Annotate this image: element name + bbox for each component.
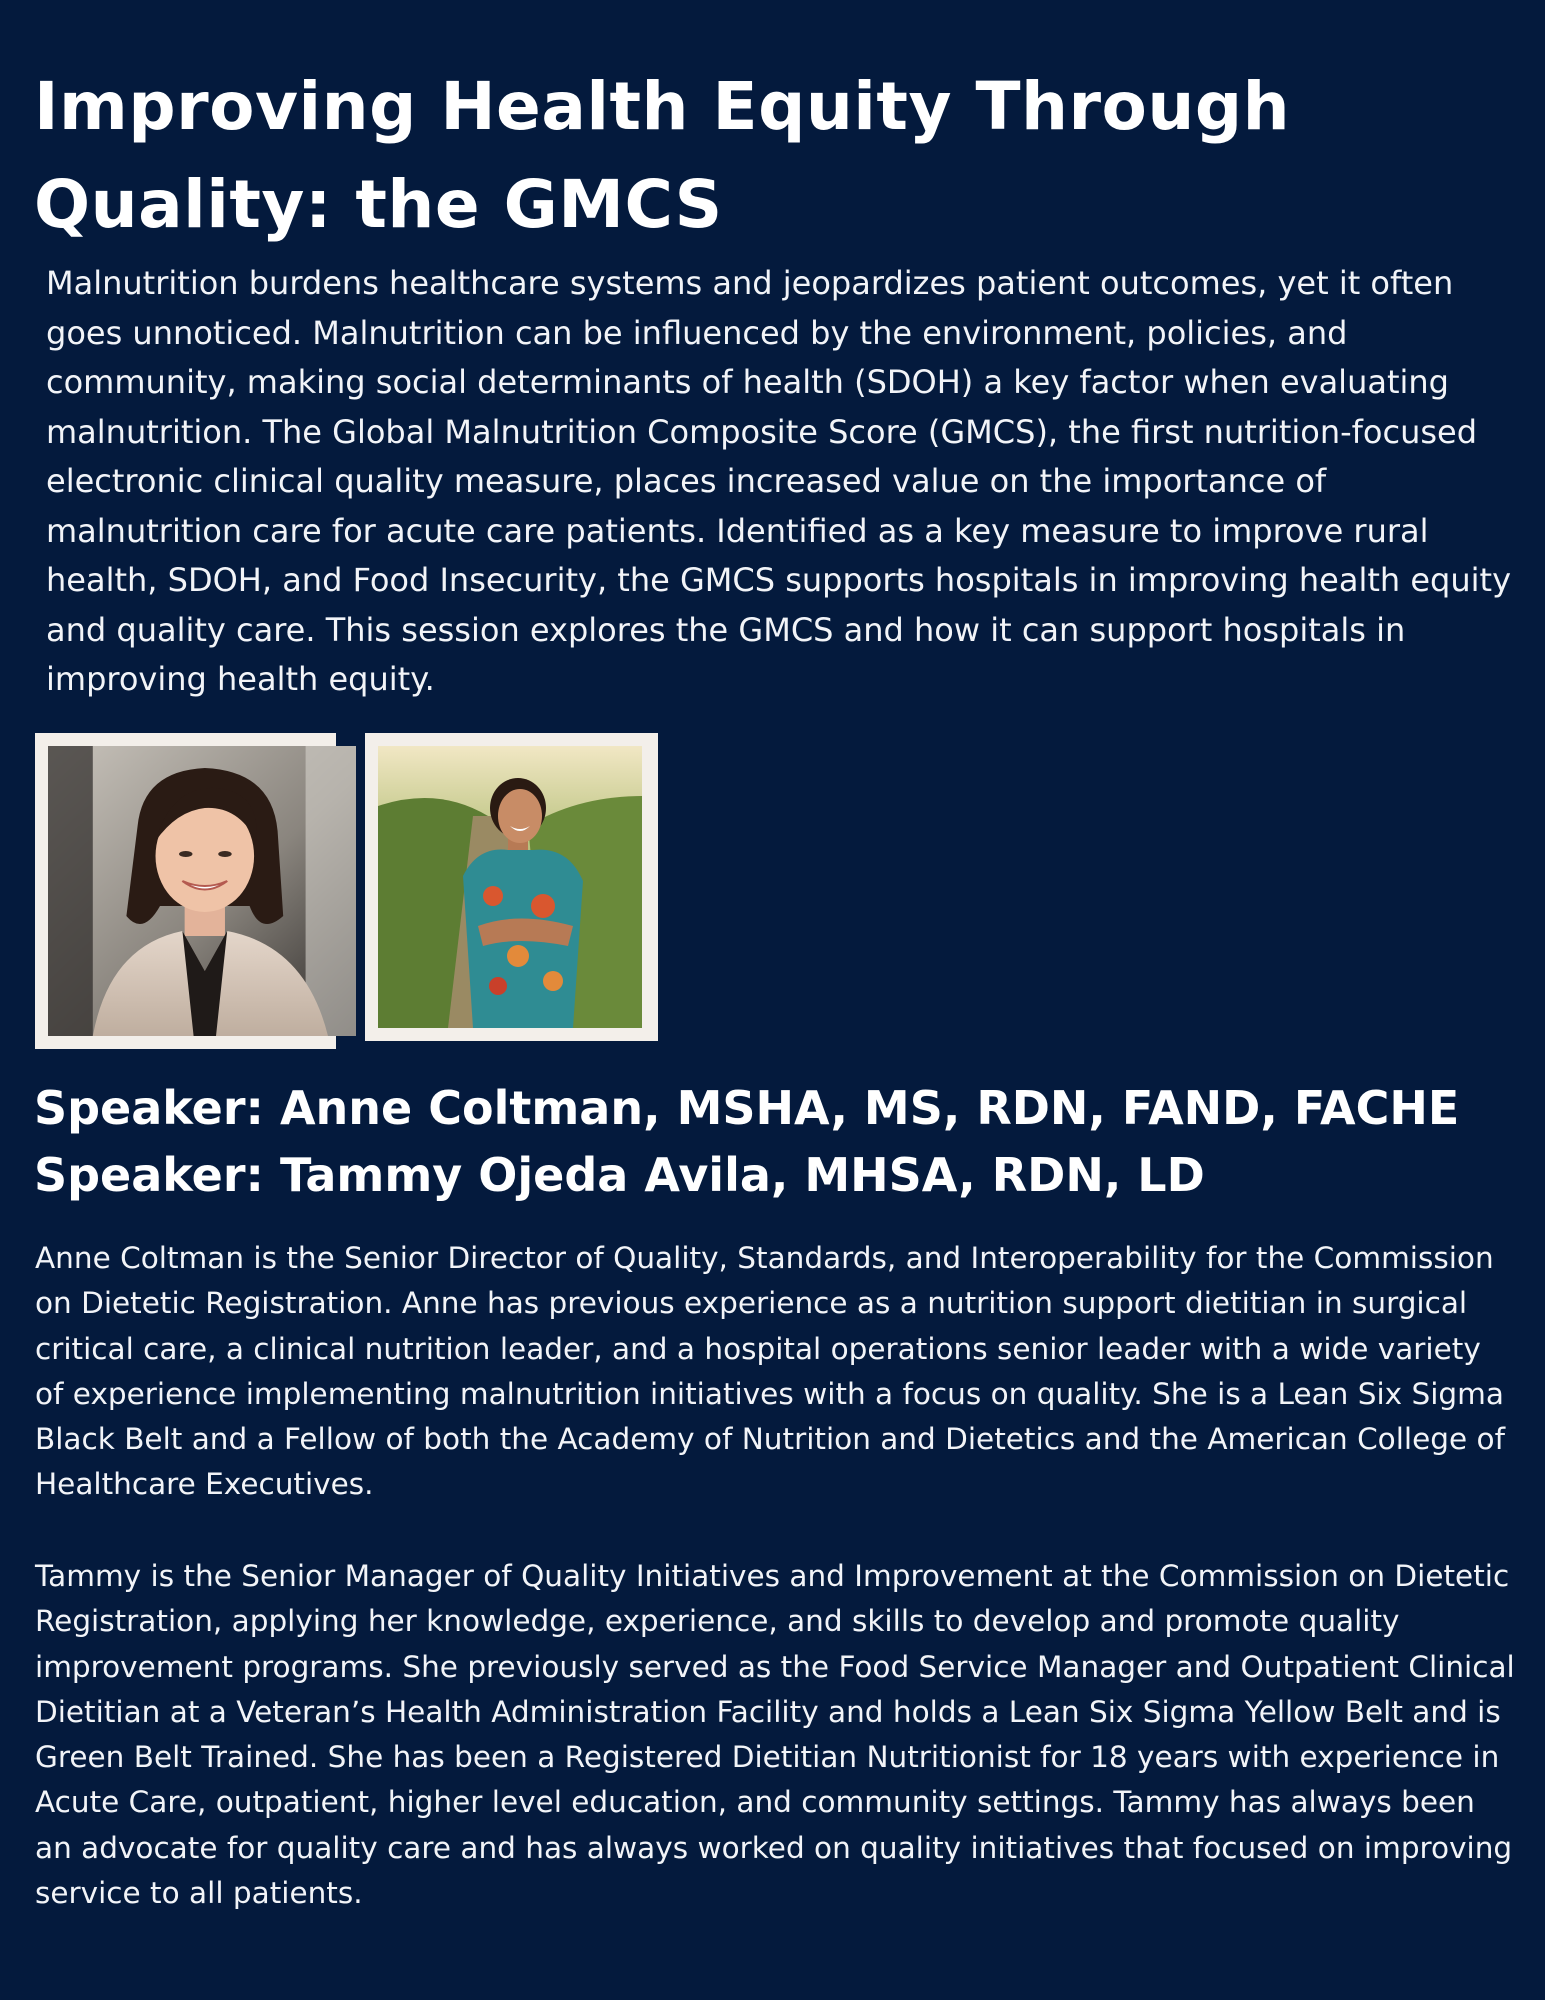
session-abstract: Malnutrition burdens healthcare systems and jeopardizes patient outcomes, yet it often goes unnoticed. Malnutrition can be influenced by the environment, policies, and community, making social determinants of health (SDOH) a key factor when evaluating malnutrition. The Global Malnutrition Composite Score (GMCS), the first nutrition-focused electronic clinical quality measure, places increased value on the importance of malnutrition care for acute care patients. Identified as a key measure to improve rural health, SDOH, and Food Insecurity, the GMCS supports hospitals in improving health equity and quality care. This session explores the GMCS and how it can support hospitals in improving health equity. [46,264,1512,698]
speaker-portrait-anne [48,746,356,1036]
speaker-photo-tammy-ojeda-avila [365,733,658,1041]
session-title: Improving Health Equity Through Quality: the GMCS [34,68,1291,243]
speaker-photo-anne-coltman [35,733,336,1049]
bio-tammy-ojeda-avila: Tammy is the Senior Manager of Quality Initiatives and Improvement at the Commission on Dietetic Registration, applying her knowledge, experience, and skills to develop and promote quality improvement programs. She previously served as the Food Service Manager and Outpatient Clinical Dietitian at a Veteran’s Health Administration Facility and holds a Lean Six Sigma Yellow Belt and is Green Belt Trained. She has been a Registered Dietitian Nutritionist for 18 years with experience in Acute Care, outpatient, higher level education, and community settings. Tammy has always been an advocate for quality care and has always worked on quality initiatives that focused on improving service to all patients. [35,1559,1515,1911]
speaker-name-anne-coltman: Speaker: Anne Coltman, MSHA, MS, RDN, FAND, FACHE [34,1081,1460,1135]
speaker-name-tammy-ojeda-avila: Speaker: Tammy Ojeda Avila, MHSA, RDN, LD [34,1148,1205,1202]
speaker-portrait-tammy [378,746,642,1028]
bio-anne-coltman: Anne Coltman is the Senior Director of Quality, Standards, and Interoperability for the Commission on Dietetic Registration. Anne has previous experience as a nutrition support dietitian in surgical critical care, a clinical nutrition leader, and a hospital operations senior leader with a wide variety of experience implementing malnutrition initiatives with a focus on quality. She is a Lean Six Sigma Black Belt and a Fellow of both the Academy of Nutrition and Dietetics and the American College of Healthcare Executives. [35,1241,1505,1502]
speaker-list [34,1075,1514,1209]
